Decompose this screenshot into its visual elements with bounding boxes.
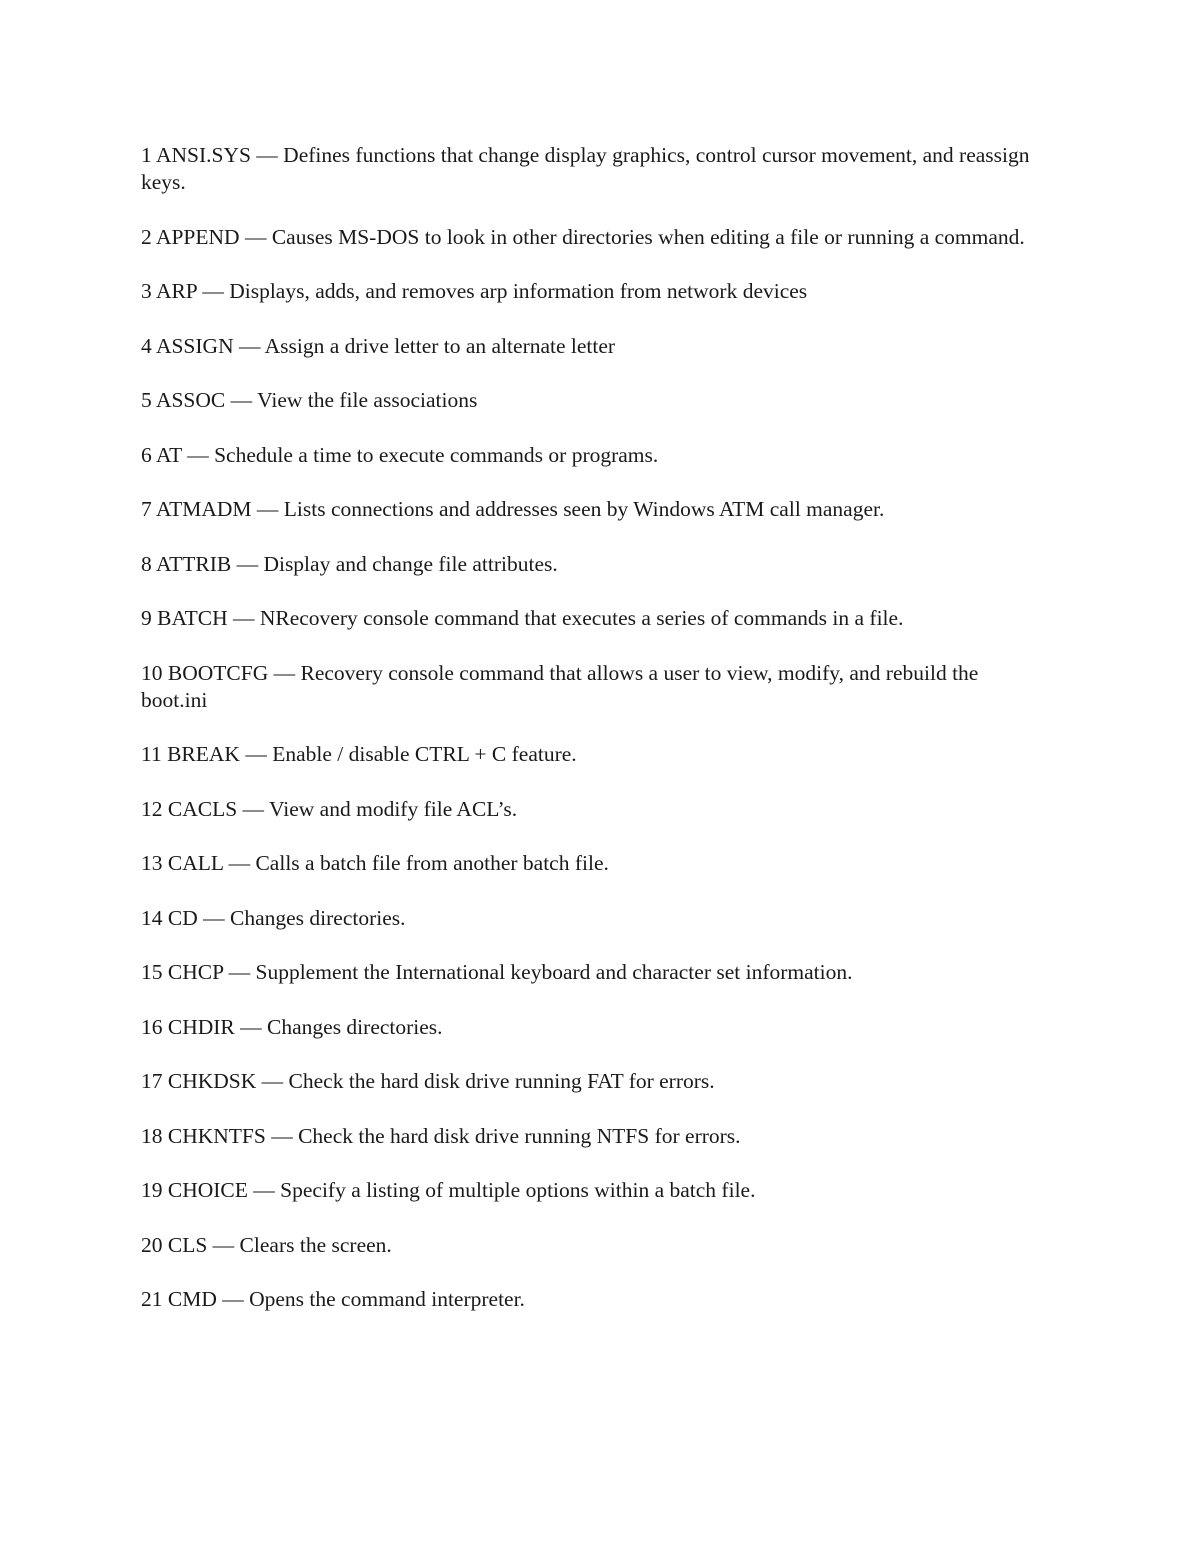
- command-entry-ansi-sys: 1 ANSI.SYS — Defines functions that change display graphics, control cursor movement, and reassign keys.: [141, 143, 1030, 194]
- command-entry-append: 2 APPEND — Causes MS-DOS to look in other directories when editing a file or running a command.: [141, 224, 1025, 249]
- command-entry-batch: 9 BATCH — NRecovery console command that executes a series of commands in a file.: [141, 606, 904, 630]
- command-entry-cls: 20 CLS — Clears the screen.: [141, 1232, 392, 1257]
- command-entry-cacls: 12 CACLS — View and modify file ACL’s.: [141, 796, 518, 821]
- command-entry-chkntfs: 18 CHKNTFS — Check the hard disk drive running NTFS for errors.: [141, 1123, 741, 1148]
- command-entry-choice: 19 CHOICE — Specify a listing of multiple options within a batch file.: [141, 1178, 756, 1202]
- command-list: [141, 142, 1041, 1341]
- command-entry-break: 11 BREAK — Enable / disable CTRL + C feature.: [141, 742, 577, 766]
- command-entry-at: 6 AT — Schedule a time to execute commands or programs.: [141, 442, 659, 467]
- command-entry-assoc: 5 ASSOC — View the file associations: [141, 388, 478, 412]
- command-entry-cmd: 21 CMD — Opens the command interpreter.: [141, 1287, 525, 1311]
- command-entry-bootcfg: 10 BOOTCFG — Recovery console command that allows a user to view, modify, and rebuild the boot.ini: [141, 660, 979, 712]
- command-entry-chcp: 15 CHCP — Supplement the International keyboard and character set information.: [141, 960, 853, 984]
- command-entry-atmadm: 7 ATMADM — Lists connections and addresses seen by Windows ATM call manager.: [141, 497, 885, 521]
- command-entry-chkdsk: 17 CHKDSK — Check the hard disk drive running FAT for errors.: [141, 1069, 715, 1093]
- command-entry-assign: 4 ASSIGN — Assign a drive letter to an alternate letter: [141, 333, 616, 358]
- command-entry-arp: 3 ARP — Displays, adds, and removes arp information from network devices: [141, 279, 808, 303]
- command-entry-cd: 14 CD — Changes directories.: [141, 905, 406, 930]
- command-entry-chdir: 16 CHDIR — Changes directories.: [141, 1014, 443, 1039]
- command-entry-attrib: 8 ATTRIB — Display and change file attributes.: [141, 551, 558, 576]
- command-entry-call: 13 CALL — Calls a batch file from another batch file.: [141, 851, 609, 875]
